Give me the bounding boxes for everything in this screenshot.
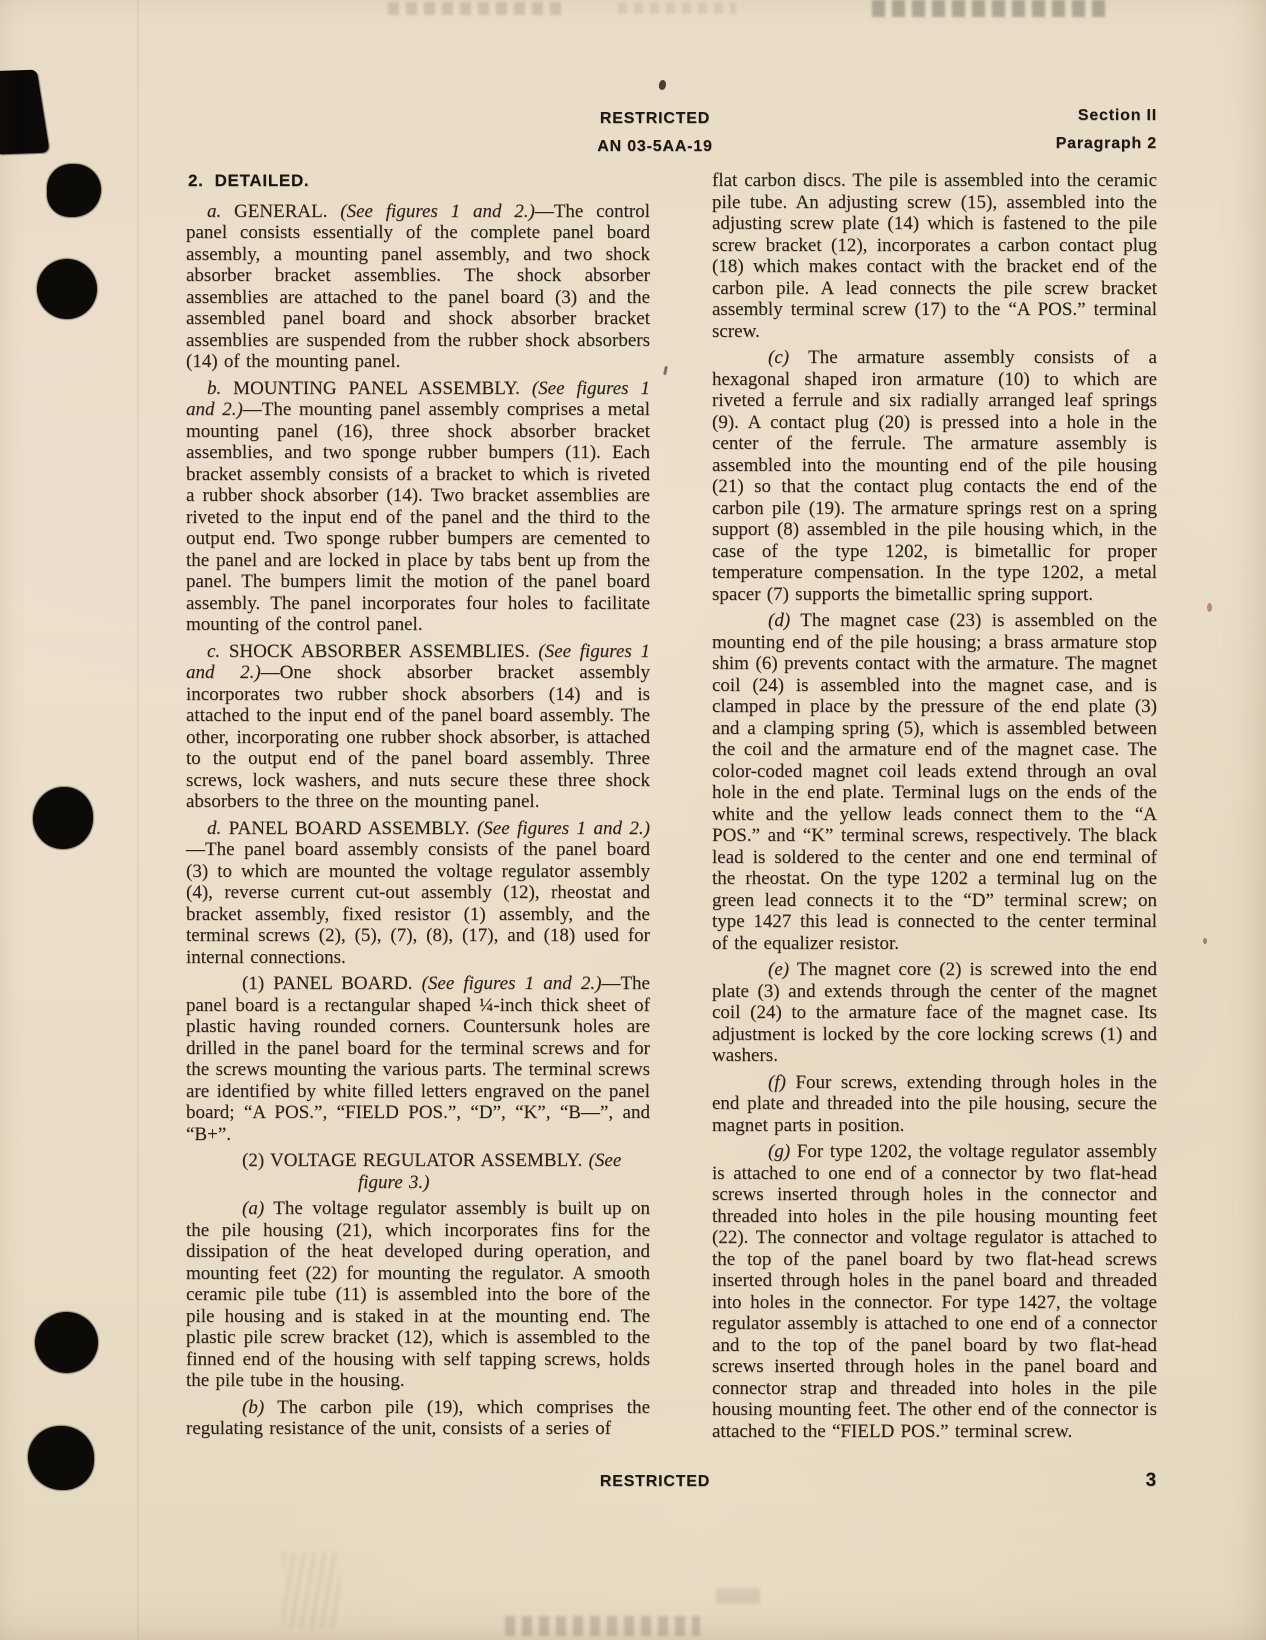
text-run: The magnet case (23) is assembled on the mounting end of the pile housing; a brass armature stop shim (6) prevents contact with the armature. The magnet coil (24) is assembled into the magnet case, and is clamped in place by the pressure of the end plate (3) and a clamping spring (5), which is assembled between the coil and the armature end of the magnet case. The color-coded magnet coil leads extend through an oval hole in the end plate. Terminal lugs on the ends of the white and the yellow leads connect them to the “A POS.” and “K” terminal screws, respectively. The black lead is soldered to the center and one end terminal of the rheostat. On the type 1202 a terminal lug on the green lead connects it to the “D” terminal screw; on type 1427 this lead is connected to the center terminal of the equalizer resistor. — [712, 610, 1157, 954]
text-run: (See figures 1 and 2.) — [421, 973, 602, 994]
scanner-line-artifact — [137, 0, 139, 1640]
header-classification: RESTRICTED — [599, 110, 711, 127]
text-run: The voltage regulator assembly is built up on the pile housing (21), which incorporates fins for the dissipation of the heat developed during operation, and mounting feet (22) for mounting the regulator. A smooth ceramic pile tube (11) is assembled into the bore of the pile housing and is staked in at the mounting end. The plastic pile screw bracket (12), which is assembled to the finned end of the housing with self tapping screws, holds the pile tube in the housing. — [186, 1198, 650, 1391]
para-d-magnet-case — [712, 610, 1157, 954]
bleedthrough-text — [505, 1616, 700, 1636]
text-run: (See — [588, 1150, 622, 1171]
text-run: —The panel board assembly consists of the panel board (3) to which are mounted the voltage regulator assembly (4), reverse current cut-out assembly (12), rheostat and bracket assembly, fixed resistor (1) assembly, and the terminal screws (2), (5), (7), (8), (17), and (18) used for internal connections. — [186, 839, 650, 968]
text-run: For type 1202, the voltage regulator assembly is attached to one end of a connector by two flat-head screws inserted through holes in the connector and threaded into holes in the pile housing mounting feet (22). The connector and voltage regulator is attached to the top of the panel board by two flat-head screws inserted through holes in the panel board and threaded into holes in the connector. For type 1427, the voltage regulator assembly is attached to one end of a connector and to the top of the panel board by two flat-head screws inserted through holes in the panel board and connector strap and threaded into holes in the pile housing mounting feet. The other end of the connector is attached to the “FIELD POS.” terminal screw. — [712, 1141, 1157, 1442]
text-run: (See figures 1 and 2.) — [186, 640, 650, 683]
text-run: (1) PANEL BOARD. — [242, 973, 422, 994]
para-a-voltage-regulator — [186, 1198, 650, 1392]
text-run: b. — [207, 377, 222, 399]
para-1-panel-board — [186, 973, 650, 1145]
hole-punch-mark — [33, 787, 93, 849]
text-run: (c) — [768, 347, 790, 368]
heading-2-voltage-regulator-assembly — [186, 1150, 650, 1193]
hole-punch-mark — [28, 1426, 94, 1490]
text-run: (2) VOLTAGE REGULATOR ASSEMBLY. — [242, 1150, 589, 1171]
left-column — [186, 170, 650, 1445]
text-run: The carbon pile (19), which comprises the regulating resistance of the unit, consists of a series of — [186, 1396, 650, 1439]
ink-blob-mark — [0, 70, 50, 155]
text-run: (g) — [768, 1141, 791, 1162]
para-c-armature-assembly — [712, 347, 1157, 605]
page-number: 3 — [1145, 1470, 1157, 1491]
para-b-carbon-pile — [186, 1397, 650, 1440]
ink-speck — [1207, 603, 1212, 612]
text-run: (e) — [768, 959, 790, 980]
para-c-shock-absorber-assemblies — [186, 641, 650, 813]
hole-punch-mark — [47, 164, 101, 217]
right-column — [712, 170, 1157, 1447]
ink-speck — [663, 366, 668, 375]
heading-2-detailed — [186, 170, 650, 192]
para-f-four-screws — [712, 1072, 1157, 1137]
text-run: —The mounting panel assembly comprises a metal mounting panel (16), three shock absorber bracket assemblies, and two sponge rubber bumpers (11). Each bracket assembly consists of a bracket to which is riveted a rubber shock absorber (14). Two bracket assemblies are riveted to the input end of the panel and the third to the output end. Two sponge rubber bumpers are cemented to the panel and are locked in place by tabs bent up from the panel. The bumpers limit the motion of the panel board assembly. The panel incorporates four holes to facilitate mounting of the control panel. — [186, 399, 650, 635]
para-carbon-pile-continuation — [712, 170, 1157, 342]
text-run: PANEL BOARD ASSEMBLY. — [221, 817, 477, 839]
text-run: (a) — [242, 1198, 265, 1219]
footer-classification: RESTRICTED — [599, 1473, 711, 1490]
text-run: GENERAL. — [221, 200, 341, 222]
text-run: SHOCK ABSORBER ASSEMBLIES. — [220, 640, 539, 662]
page-header-right — [900, 102, 1157, 158]
bleedthrough-text — [618, 3, 736, 14]
text-run: (f) — [768, 1071, 786, 1093]
text-run: The magnet core (2) is screwed into the end plate (3) and extends through the center of the magnet coil (24) to the armature face of the magnet case. Its adjustment is locked by the core locking screws (1) and washers. — [712, 959, 1157, 1066]
smudge-mark — [282, 1552, 340, 1628]
text-run: —The control panel consists essentially of the complete panel board assembly, a mounting panel assembly, and two shock absorber bracket assemblies. The shock absorber assemblies are attached to the panel board (3) and the assembled panel board and shock absorber bracket assemblies are suspended from the rubber shock absorbers (14) of the mounting panel. — [186, 200, 650, 372]
header-section: Section II — [1077, 107, 1157, 124]
smudge-mark — [716, 1588, 760, 1604]
text-run: c. — [207, 640, 221, 662]
text-run: Four screws, extending through holes in the end plate and threaded into the pile housing, secure the magnet parts in position. — [712, 1071, 1157, 1136]
header-paragraph: Paragraph 2 — [1055, 135, 1157, 152]
text-run: (See figures 1 and 2.) — [340, 200, 535, 222]
text-run: DETAILED. — [214, 171, 310, 190]
para-a-general — [186, 201, 650, 373]
header-doc-number: AN 03-5AA-19 — [597, 138, 713, 155]
text-run: —The panel board is a rectangular shaped ¼-inch thick sheet of plastic having rounded corners. Countersunk holes are drilled in the panel board for the terminal screws and for the screws mounting the various parts. The terminal screws are identified by white filled letters engraved on the panel board; “A POS.”, “FIELD POS.”, “D”, “K”, “B—”, and “B+”. — [186, 973, 650, 1145]
text-run: flat carbon discs. The pile is assembled into the ceramic pile tube. An adjusting screw (15), assembled into the adjusting screw plate (14) which is fastened to the pile screw bracket (12), incorporates a carbon contact plug (18) which makes contact with the bracket end of the carbon pile. A lead connects the pile screw bracket assembly terminal screw (17) to the “A POS.” terminal screw. — [712, 170, 1157, 342]
text-run: (b) — [242, 1396, 265, 1418]
para-e-magnet-core — [712, 959, 1157, 1067]
text-run: The armature assembly consists of a hexagonal shaped iron armature (10) to which are riveted a ferrule and six radially arranged leaf springs (9). A contact plug (20) is pressed into a hole in the center of the ferrule. The armature assembly is assembled into the mounting end of the pile housing (21) so that the contact plug contacts the end of the carbon pile (19). The armature springs rest on a spring support (8) assembled in the pile housing which, in the case of the type 1202, is bimetallic for proper temperature compensation. In the type 1202, a metal spacer (7) supports the bimetallic spring support. — [712, 347, 1157, 605]
para-g-type-1202 — [712, 1141, 1157, 1442]
bleedthrough-text — [388, 2, 564, 15]
text-run: MOUNTING PANEL ASSEMBLY. — [221, 377, 532, 399]
hole-punch-mark — [35, 1312, 98, 1373]
text-run: —One shock absorber bracket assembly incorporates two rubber shock absorbers (14) and is attached to the input end of the panel board assembly. The other, incorporating one rubber shock absorber, is attached to the output end of the panel board assembly. Three screws, lock washers, and nuts secure these three shock absorbers to the three on the mounting panel. — [186, 662, 651, 812]
ink-speck — [1203, 938, 1207, 944]
text-run: a. — [207, 200, 222, 222]
text-run: (See figures 1 and 2.) — [186, 377, 650, 420]
text-run: figure 3.) — [358, 1171, 430, 1193]
text-run: (See figures 1 and 2.) — [476, 817, 650, 839]
para-d-panel-board-assembly — [186, 818, 650, 969]
bleedthrough-text — [872, 0, 1112, 17]
para-b-mounting-panel-assembly — [186, 378, 650, 636]
text-run: (d) — [768, 610, 791, 631]
ink-speck — [658, 79, 667, 90]
hole-punch-mark — [37, 259, 97, 319]
text-run: 2. — [188, 171, 204, 190]
text-run: d. — [207, 817, 222, 839]
